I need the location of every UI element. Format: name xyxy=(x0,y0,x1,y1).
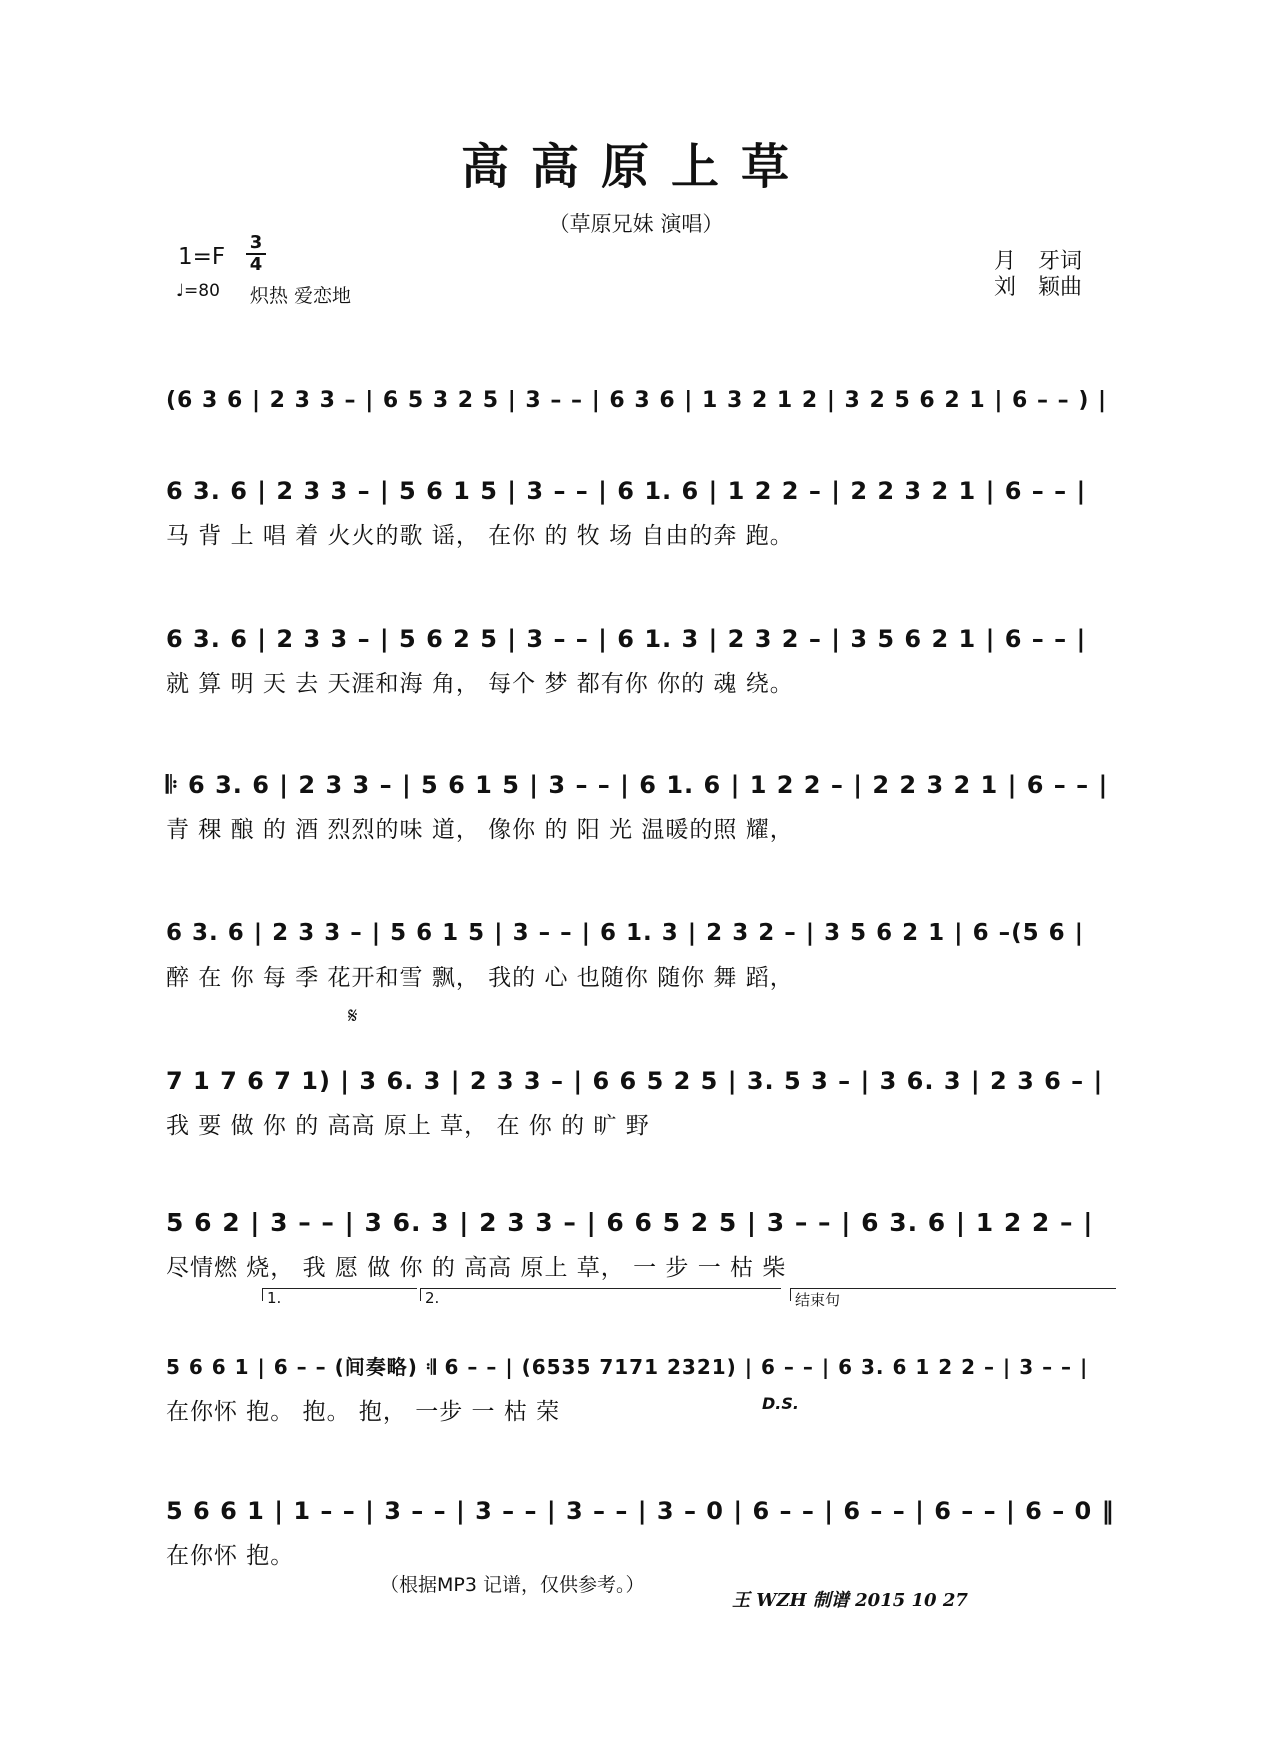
lyricist-credit: 月 牙词 xyxy=(994,249,1083,274)
notes-row-6: 7 1 7 6 7 1) | 3 6. 3 | 2 3 3 – | 6 6 5 2 5 | 3. 5 3 – | 3 6. 3 | 2 3 6 – | xyxy=(166,1067,1104,1095)
staff-row-5 xyxy=(166,916,1118,994)
notes-row-4: 𝄆 6 3. 6 | 2 3 3 – | 5 6 1 5 | 3 – – | 6 1. 6 | 1 2 2 – | 2 2 3 2 1 | 6 – – | xyxy=(166,771,1109,799)
lyrics-row-7: 尽情燃 烧， 我 愿 做 你 的 高高 原上 草， 一 步 一 枯 柴 xyxy=(166,1255,787,1281)
mood-marking: 炽热 爱恋地 xyxy=(250,285,352,307)
notes-row-5: 6 3. 6 | 2 3 3 – | 5 6 1 5 | 3 – – | 6 1. 3 | 2 3 2 – | 3 5 6 2 1 | 6 –(5 6 | xyxy=(166,920,1085,946)
song-title: 高高原上草 xyxy=(460,139,811,195)
notes-row-3: 6 3. 6 | 2 3 3 – | 5 6 2 5 | 3 – – | 6 1. 3 | 2 3 2 – | 3 5 6 2 1 | 6 – – | xyxy=(166,625,1087,653)
lyrics-row-8: 在你怀 抱。 抱。 抱， 一步 一 枯 荣 xyxy=(166,1399,561,1425)
tempo-marking: ♩=80 xyxy=(176,281,220,301)
ending-bracket: 结束句 xyxy=(790,1288,1116,1301)
staff-row-6 xyxy=(166,1064,1118,1142)
lyrics-row-1 xyxy=(166,430,1118,462)
lyrics-row-5: 醉 在 你 每 季 花开和雪 飘， 我的 心 也随你 随你 舞 蹈， xyxy=(166,965,794,991)
time-top: 3 xyxy=(249,232,263,253)
time-signature xyxy=(246,234,266,274)
composer-credit: 刘 颖曲 xyxy=(994,275,1083,300)
ds-marking: D.S. xyxy=(762,1394,799,1413)
transcription-note: （根据MP3 记谱，仅供参考。） xyxy=(380,1574,645,1596)
time-bottom: 4 xyxy=(249,254,263,275)
notes-row-8: 5 6 6 1 | 6 – – (间奏略) 𝄇 6 – – | (6535 7171 2321) | 6 – – | 6 3. 6 1 2 2 – | 3 – – | xyxy=(166,1355,1089,1379)
staff-row-4 xyxy=(166,768,1118,846)
lyrics-row-6: 我 要 做 你 的 高高 原上 草， 在 你 的 旷 野 xyxy=(166,1113,650,1139)
transcriber-signature: 王 WZH 制谱 2015 10 27 xyxy=(732,1590,968,1611)
notes-row-7: 5 6 2 | 3 – – | 3 6. 3 | 2 3 3 – | 6 6 5 2 5 | 3 – – | 6 3. 6 | 1 2 2 – | xyxy=(166,1208,1094,1237)
segno-sign: 𝄋 xyxy=(348,1004,358,1029)
staff-row-2 xyxy=(166,474,1118,552)
notes-row-9: 5 6 6 1 | 1 – – | 3 – – | 3 – – | 3 – – | 3 – 0 | 6 – – | 6 – – | 6 – – | 6 – 0 ‖ xyxy=(166,1497,1115,1525)
volta-second: 2. xyxy=(420,1288,781,1301)
notes-row-2: 6 3. 6 | 2 3 3 – | 5 6 1 5 | 3 – – | 6 1. 6 | 1 2 2 – | 2 2 3 2 1 | 6 – – | xyxy=(166,477,1087,505)
staff-row-1 xyxy=(166,384,1118,462)
performer-subtitle: （草原兄妹 演唱） xyxy=(548,212,724,236)
lyrics-row-4: 青 稞 酿 的 酒 烈烈的味 道， 像你 的 阳 光 温暖的照 耀， xyxy=(166,817,794,843)
staff-row-3 xyxy=(166,622,1118,700)
key-signature: 1=F xyxy=(178,244,226,270)
notes-row-1: (6 3 6 | 2 3 3 – | 6 5 3 2 5 | 3 – – | 6 3 6 | 1 3 2 1 2 | 3 2 5 6 2 1 | 6 – – ) | xyxy=(166,388,1108,413)
lyrics-row-3: 就 算 明 天 去 天涯和海 角， 每个 梦 都有你 你的 魂 绕。 xyxy=(166,671,794,697)
lyrics-row-2: 马 背 上 唱 着 火火的歌 谣， 在你 的 牧 场 自由的奔 跑。 xyxy=(166,523,794,549)
lyrics-row-9: 在你怀 抱。 xyxy=(166,1543,295,1569)
staff-row-8 xyxy=(166,1350,1118,1428)
staff-row-7 xyxy=(166,1206,1118,1284)
volta-first: 1. xyxy=(262,1288,417,1301)
staff-row-9 xyxy=(166,1494,1118,1572)
